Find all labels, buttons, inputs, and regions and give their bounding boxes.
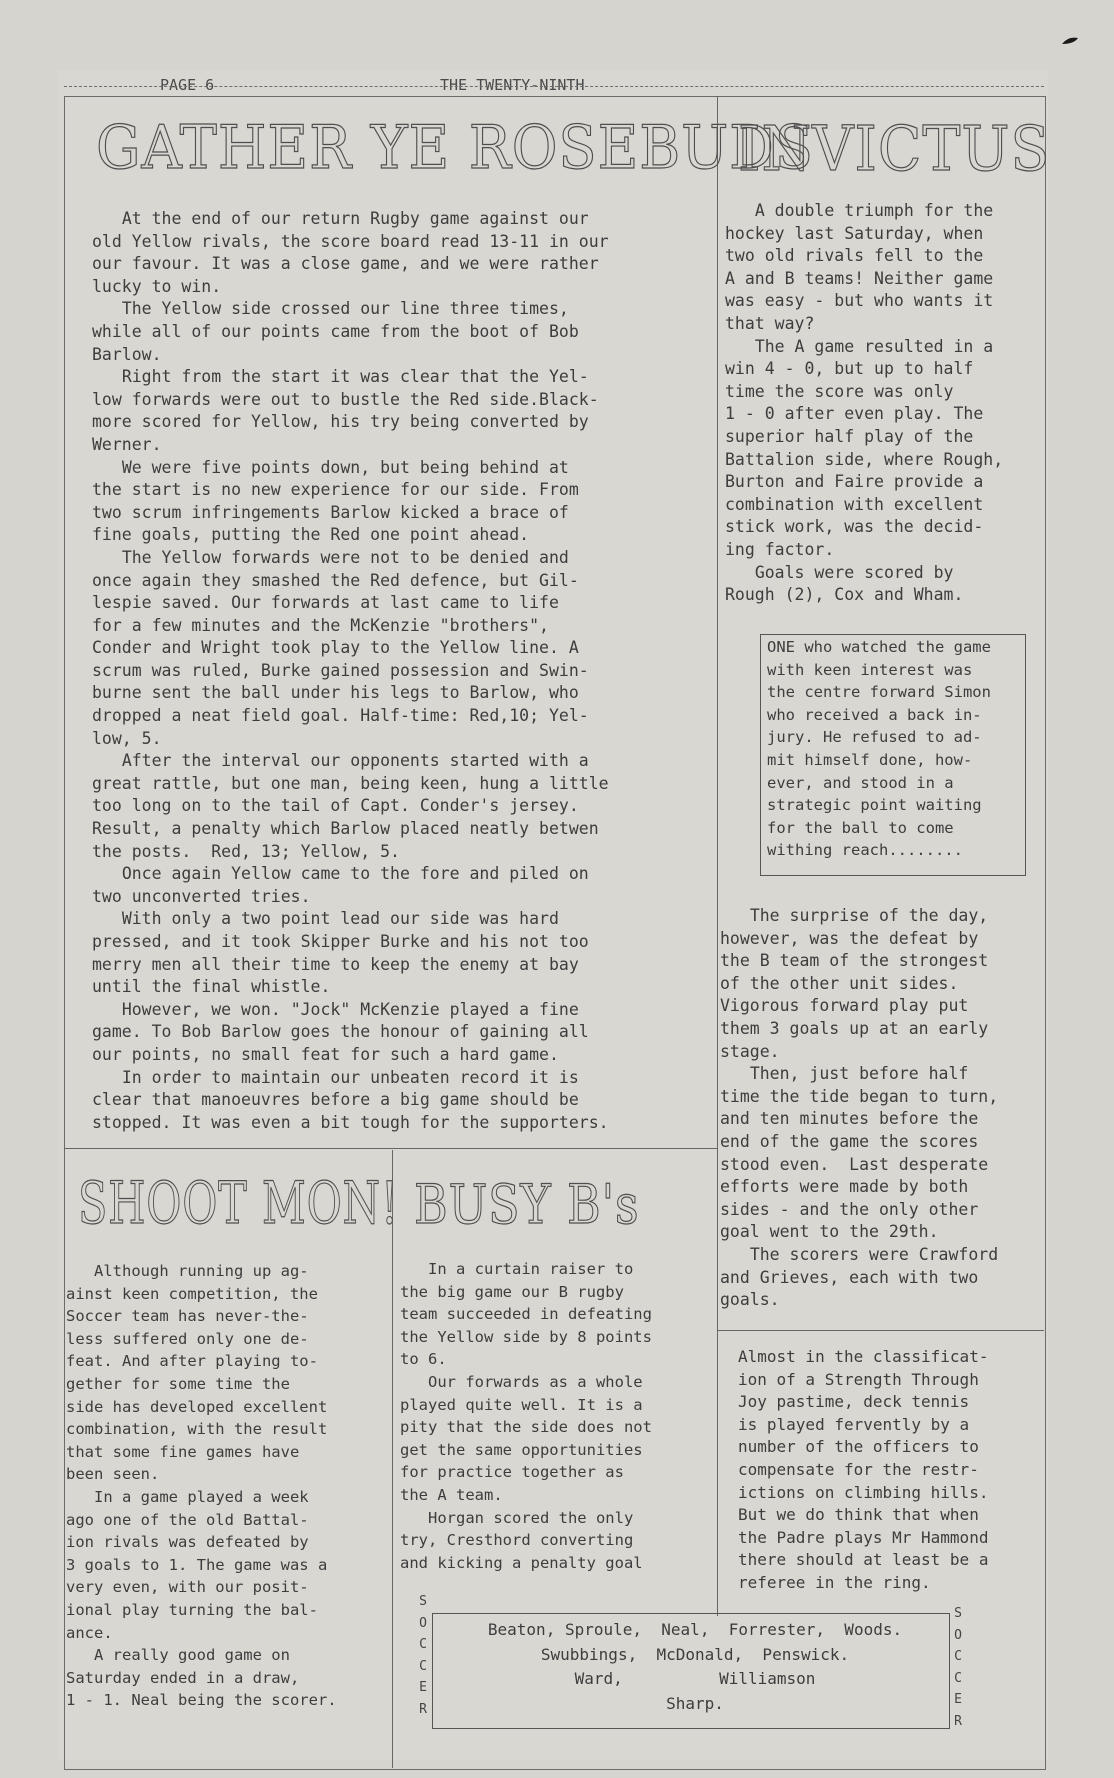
rugby-headline: GATHER YE ROSEBUDS <box>96 113 814 183</box>
soccer-side-label-right: S O C C E R <box>954 1606 962 1729</box>
ink-mark-icon <box>1060 34 1082 48</box>
section-divider-rugby <box>64 1148 717 1149</box>
section-divider-hockey <box>717 1330 1044 1331</box>
soccer-team-names: Beaton, Sproule, Neal, Forrester, Woods. Swubbings, McDonald, Penswick. Ward, Williamson Sharp. <box>487 1620 903 1713</box>
soccer-article: Although running up ag- ainst keen competition, the Soccer team has never-the- less suffered only one de- feat. And after playing to- gether for some time the side has developed excellent combination, with the result that some fine games have been seen. In a game played a week ago one of the old Battal- ion rivals was defeated by 3 goals to 1. The game was a very even, with our posit- ional play turning the bal- ance. A really good game on Saturday ended in a draw, 1 - 1. Neal being the scorer. <box>66 1262 337 1710</box>
hockey-article: A double triumph for the hockey last Saturday, when two old rivals fell to the A and B teams! Neither game was easy - but who wants it that way? The A game resulted in a win 4 - 0, but up to half time the score was only 1 - 0 after even play. The superior half play of the Battalion side, where Rough, Burton and Faire provide a combination with excellent stick work, was the decid- ing factor. Goals were scored by Rough (2), Cox and Wham. <box>725 201 1004 605</box>
column-divider-main <box>717 96 718 1616</box>
column-divider-lower <box>392 1150 393 1768</box>
rugby-article: At the end of our return Rugby game against our old Yellow rivals, the score board read 13-11 in our our favour. It was a close game, and we were rather lucky to win. The Yellow side crossed our line three times, while all of our points came from the boot of Bob Barlow. Right from the start it was clear that the Yel- low forwards were out to bustle the Red side.Black- more scored for Yellow, his try being converted by Werner. We were five points down, but being behind at the start is no new experience for our side. From two scrum infringements Barlow kicked a brace of fine goals, putting the Red one point ahead. The Yellow forwards were not to be denied and once again they smashed the Red defence, but Gil- lespie saved. Our forwards at last came to life for a few minutes and the McKenzie "brothers", Conder and Wright took play to the Yellow line. A scrum was ruled, Burke gained possession and Swin- burne sent the ball under his legs to Barlow, who dropped a neat field goal. Half-time: Red,10; Yel- low, 5. After the interval our opponents started with a great rattle, but one man, being keen, hung a little too long on to the tail of Capt. Conder's jersey. Result, a penalty which Barlow placed neatly betwen the posts. Red, 13; Yellow, 5. Once again Yellow came to the fore and piled on two unconverted tries. With only a two point lead our side was hard pressed, and it took Skipper Burke and his not too merry men all their time to keep the enemy at bay until the final whistle. However, we won. "Jock" McKenzie played a fine game. To Bob Barlow goes the honour of gaining all our points, no small feat for such a hard game. In order to maintain our unbeaten record it is clear that manoeuvres before a big game should be stopped. It was even a bit tough for the supporters. <box>92 209 609 1132</box>
header-rule <box>64 86 1044 87</box>
hockey-continued: The surprise of the day, however, was the defeat by the B team of the strongest of the other unit sides. Vigorous forward play put them 3 goals up at an early stage. Then, just before half time the tide began to turn, and ten minutes before the end of the game the scores stood even. Last desperate efforts were made by both sides - and the only other goal went to the 29th. The scorers were Crawford and Grieves, each with two goals. <box>720 906 999 1310</box>
busy-bs-headline: BUSY B's <box>414 1173 640 1236</box>
hockey-headline: INVICTUS <box>738 112 1051 185</box>
deck-tennis-note: Almost in the classificat- ion of a Strength Through Joy pastime, deck tennis is played fervently by a number of the officers to compensate for the restr- ictions on climbing hills. But we do think that when the Padre plays Mr Hammond there should at least be a referee in the ring. <box>738 1347 989 1592</box>
soccer-headline: SHOOT MON! <box>78 1169 399 1237</box>
soccer-side-label-left: S O C C E R <box>419 1594 427 1717</box>
busy-bs-article: In a curtain raiser to the big game our B rugby team succeeded in defeating the Yellow side by 8 points to 6. Our forwards as a whole played quite well. It is a pity that the side does not get the same opportunities for practice together as the A team. Horgan scored the only try, Cresthord converting and kicking a penalty goal <box>400 1260 652 1572</box>
page-number: PAGE 6 <box>160 76 215 94</box>
boxed-note: ONE who watched the game with keen interest was the centre forward Simon who received a back in- jury. He refused to ad- mit himself done, how- ever, and stood in a strategic point waiting for the ball to come withing reach........ <box>767 638 991 860</box>
issue-title: THE TWENTY-NINTH <box>440 76 585 94</box>
